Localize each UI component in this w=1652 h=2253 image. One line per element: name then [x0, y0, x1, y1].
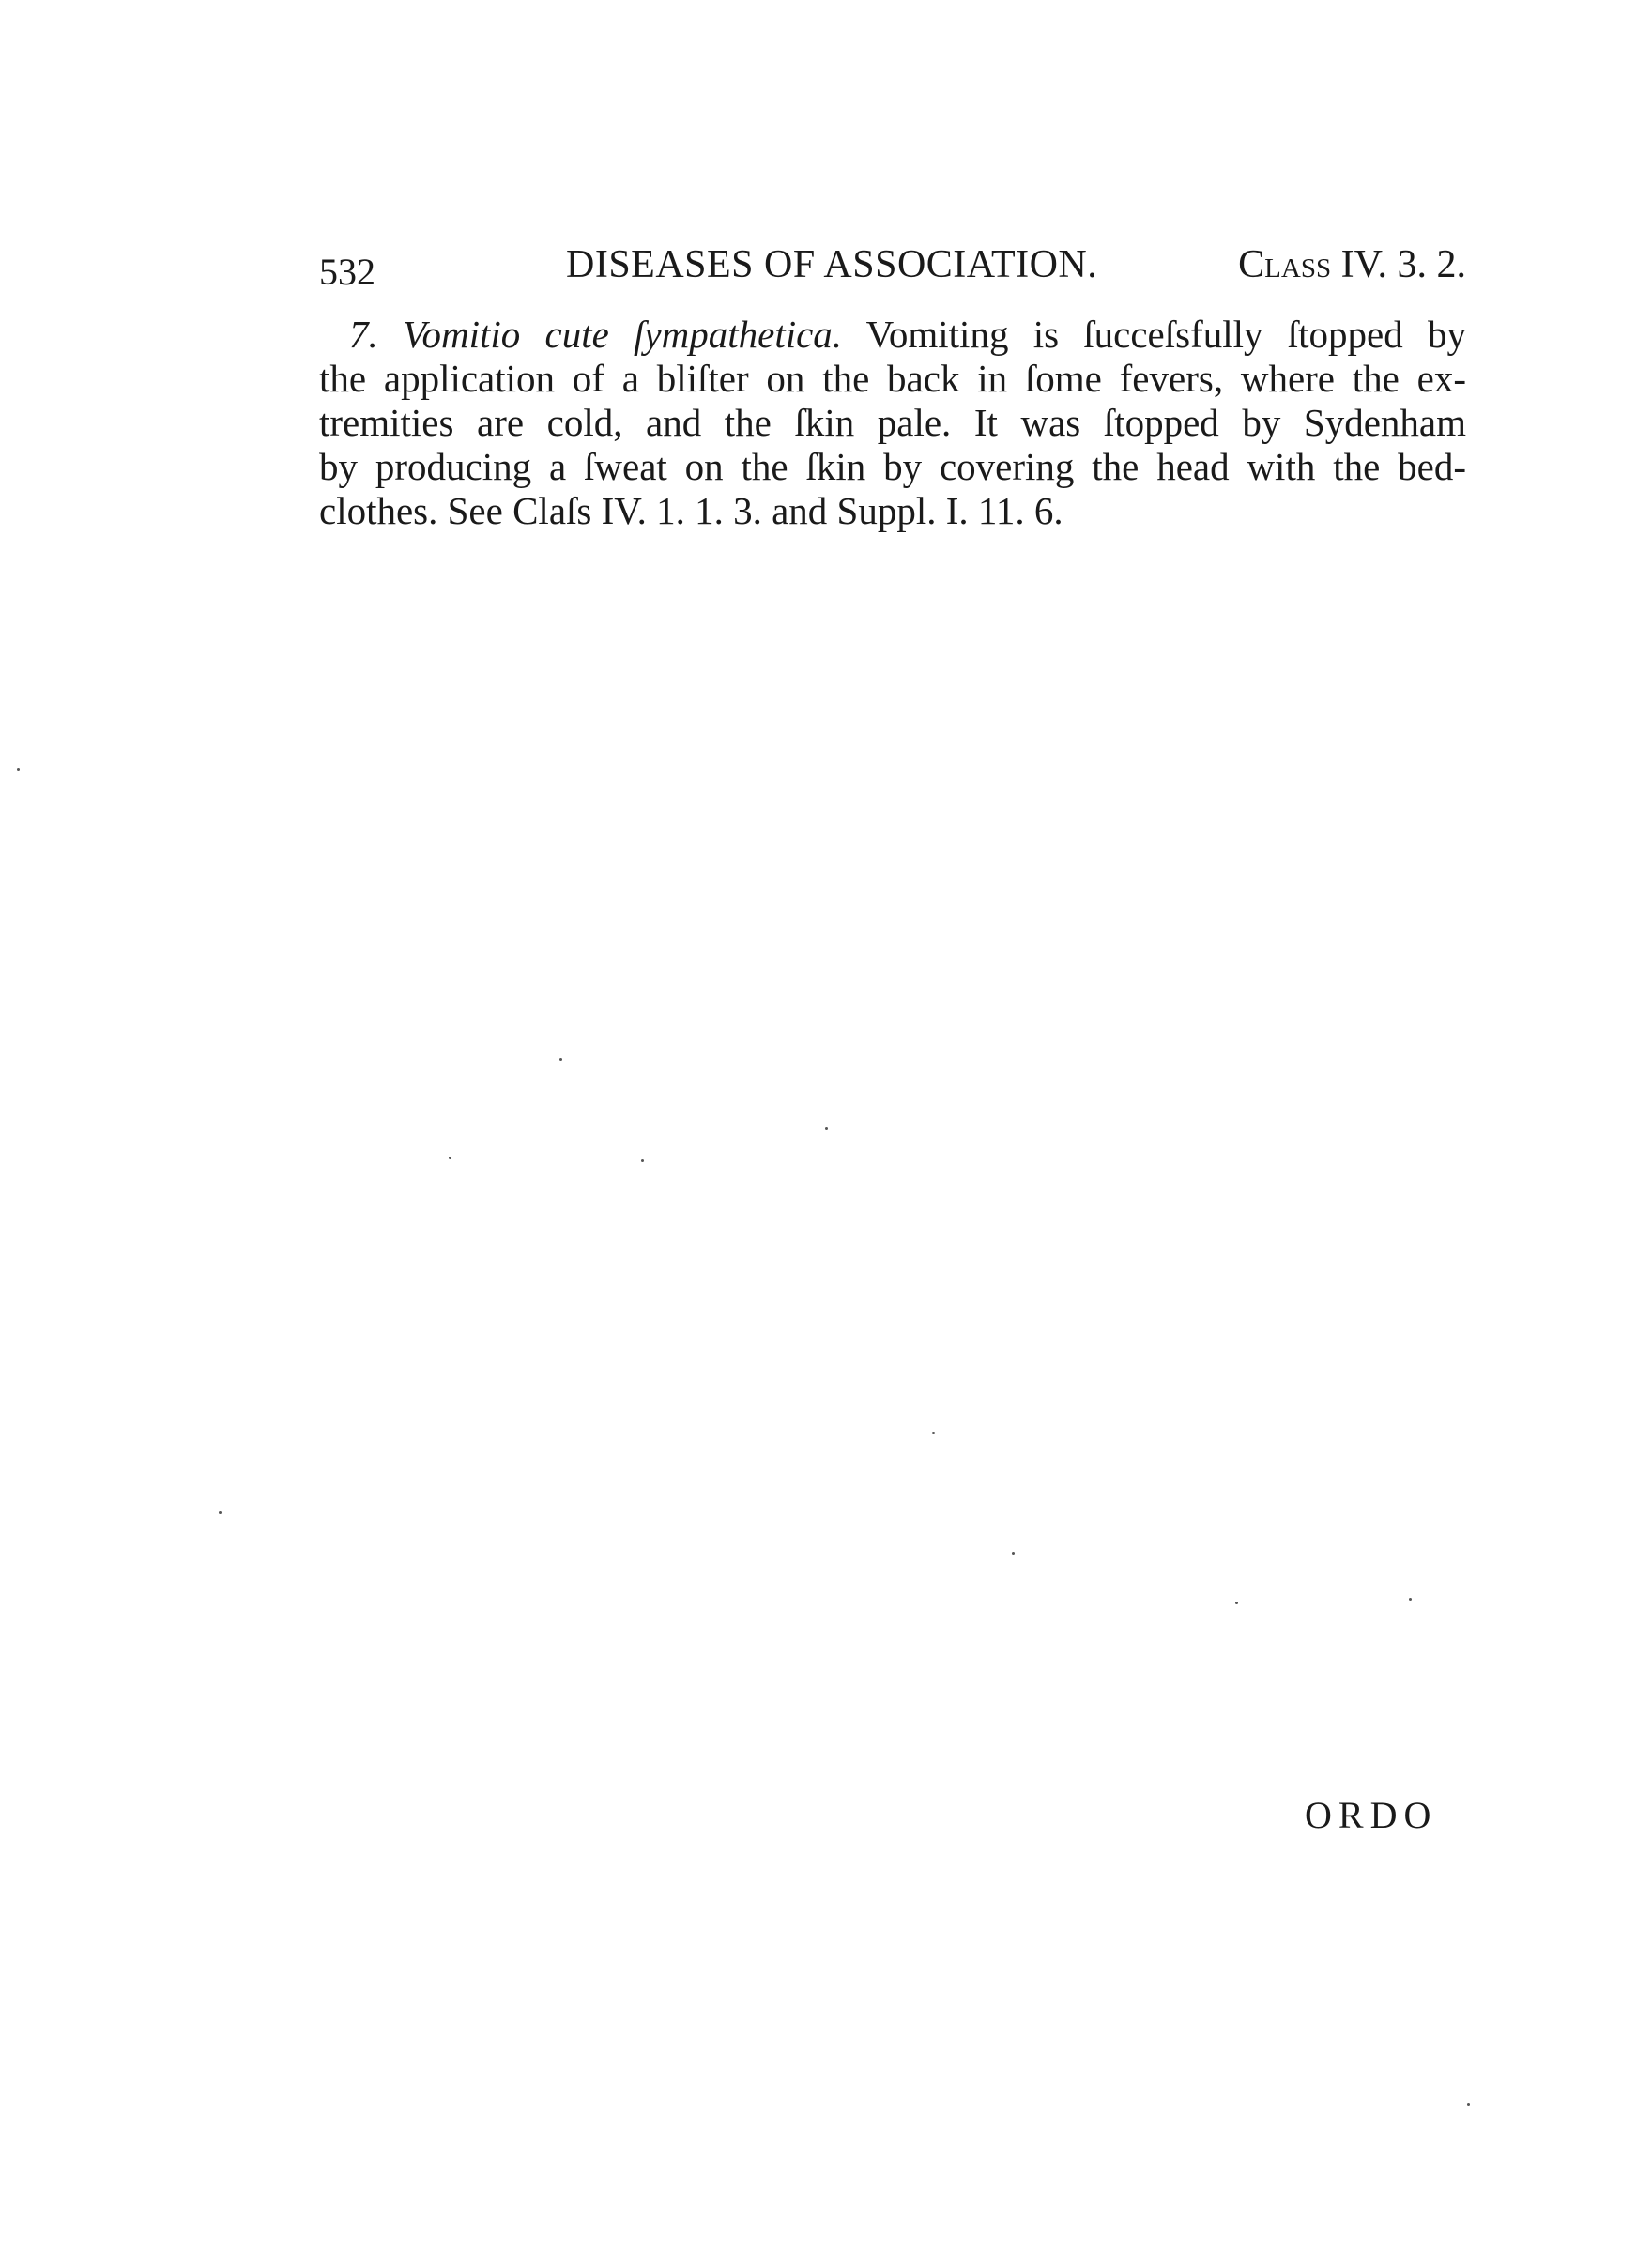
paragraph-line: by producing a ſweat on the ſkin by covering the head with the bed- [319, 445, 1466, 488]
page-number: 532 [319, 251, 375, 293]
paragraph-line: tremities are cold, and the ſkin pale. It was ſtopped by Sydenham [319, 401, 1466, 444]
class-number: IV. 3. 2. [1340, 243, 1466, 286]
page-title: DISEASES OF ASSOCIATION. [566, 243, 1098, 286]
paragraph-line: clothes. See Claſs IV. 1. 1. 3. and Suppl. I. 11. 6. [319, 489, 1063, 532]
body-paragraph [319, 313, 1466, 533]
paper-speck [559, 1058, 562, 1061]
paper-speck [1409, 1598, 1412, 1601]
paper-speck [1235, 1602, 1238, 1604]
paper-speck [1467, 2103, 1470, 2106]
running-head [319, 237, 1466, 293]
paragraph-line [319, 313, 1466, 357]
entry-title: 7. Vomitio cute ſympathetica. [349, 313, 843, 356]
class-reference [1238, 237, 1466, 293]
class-word: Class [1238, 243, 1332, 286]
paper-speck [449, 1157, 451, 1159]
entry-line-text: Vomiting is ſucceſsfully ſtopped by [865, 313, 1466, 356]
paper-speck [219, 1511, 222, 1514]
paper-speck [17, 768, 20, 771]
paper-speck [641, 1159, 644, 1162]
paper-speck [1012, 1552, 1015, 1555]
paper-speck [932, 1432, 935, 1434]
paragraph-line: the application of a bliſter on the back in ſome fevers, where the ex- [319, 357, 1466, 400]
paper-speck [825, 1127, 828, 1130]
catchword: ORDO [1305, 1794, 1438, 1836]
